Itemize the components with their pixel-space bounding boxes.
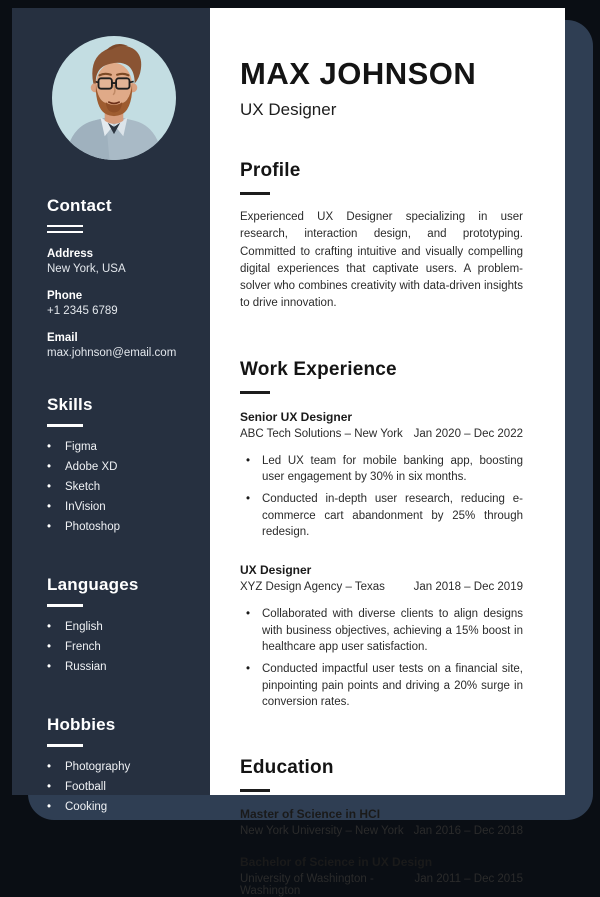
address-value: New York, USA [47,263,126,275]
language-item [47,621,192,633]
skills-title: Skills [47,395,93,414]
job-bullet [246,491,523,541]
language-label: Russian [65,661,107,673]
degree-entry [240,855,523,897]
skill-label: Adobe XD [65,461,118,473]
bullet-icon: • [47,441,52,453]
job-dates: Jan 2018 – Dec 2019 [413,580,523,593]
job-title: UX Designer [240,562,312,577]
degree-title: Master of Science in HCI [240,806,381,821]
contact-section [47,196,192,359]
degree-entry [240,807,523,837]
degree-dates: Jan 2011 – Dec 2015 [414,872,523,885]
bullet-icon: • [47,461,52,473]
job-meta-row [240,581,523,593]
skill-item [47,521,192,533]
profile-photo [52,36,176,160]
contact-title: Contact [47,196,112,215]
sidebar [12,8,210,813]
job-bullet-text: Conducted in-depth user research, reducing e-commerce cart abandonment by 25% through redesign. [262,492,523,539]
contact-address [47,248,192,275]
profile-section [240,160,523,313]
job-title: Senior UX Designer [240,409,353,424]
hobby-item [47,781,192,793]
degree-meta-row [240,873,523,897]
job-bullet [246,661,523,711]
bullet-icon: • [47,661,52,673]
contact-phone [47,290,192,317]
hobby-label: Photography [65,761,131,773]
work-experience-section [240,359,523,711]
work-experience-title: Work Experience [240,358,397,380]
hobby-label: Football [65,781,106,793]
job-bullet [246,606,523,656]
bullet-icon: • [47,521,52,533]
skill-item [47,441,192,453]
job-bullet-list [240,453,523,541]
skill-label: Sketch [65,481,101,493]
language-item [47,641,192,653]
job-bullet [246,453,523,486]
degree-meta-row [240,825,523,837]
bullet-icon: • [47,481,52,493]
profile-title-rule [240,192,270,195]
hobby-label: Cooking [65,801,108,813]
resume-card [12,8,565,897]
skills-list [47,441,192,533]
job-company: XYZ Design Agency – Texas [240,580,385,593]
bullet-icon: • [246,454,251,467]
skills-title-rule [47,424,83,427]
language-label: French [65,641,101,653]
skill-item [47,481,192,493]
degree-title: Bachelor of Science in UX Design [240,854,433,869]
bullet-icon: • [246,492,251,505]
bullet-icon: • [47,781,52,793]
phone-value: +1 2345 6789 [47,305,118,317]
bullet-icon: • [47,801,52,813]
skill-item [47,461,192,473]
bullet-icon: • [246,662,251,675]
bullet-icon: • [47,501,52,513]
bullet-icon: • [47,761,52,773]
language-label: English [65,621,103,633]
hobbies-list [47,761,192,813]
profile-title: Profile [240,160,301,181]
skills-section [47,395,192,533]
languages-list [47,621,192,673]
candidate-role: UX Designer [240,100,337,119]
bullet-icon: • [47,641,52,653]
languages-section [47,575,192,673]
skill-label: InVision [65,501,106,513]
education-section [240,757,523,897]
bullet-icon: • [246,607,251,620]
contact-title-rule [47,225,83,233]
email-value: max.johnson@email.com [47,347,177,359]
education-title-rule [240,789,270,792]
email-label: Email [47,332,78,344]
degree-dates: Jan 2016 – Dec 2018 [413,824,523,837]
job-bullet-list [240,606,523,711]
job-bullet-text: Collaborated with diverse clients to align designs with business objectives, achieving a 15% boost in healthcare app user satisfaction. [262,607,523,654]
skill-label: Photoshop [65,521,120,533]
job-entry [240,563,523,711]
job-dates: Jan 2020 – Dec 2022 [413,427,523,440]
job-bullet-text: Conducted impactful user tests on a financial site, pinpointing pain points and driving a 20% surge in conversion rates. [262,662,523,709]
job-company: ABC Tech Solutions – New York [240,427,403,440]
main-content [210,8,565,897]
hobby-item [47,801,192,813]
job-meta-row [240,428,523,440]
hobbies-section [47,715,192,813]
candidate-name: MAX JOHNSON [240,56,477,91]
profile-text: Experienced UX Designer specializing in user research, interaction design, and prototyping. Committed to crafting intuitive and visually compelling digital experiences that captivate users. A problem-solver who combines creativity with data-driven insights to drive innovation. [240,211,523,310]
job-bullet-text: Led UX team for mobile banking app, boosting user engagement by 30% in six months. [262,454,523,484]
job-entry [240,410,523,541]
degree-school: University of Washington - Washington [240,872,374,897]
hobby-item [47,761,192,773]
hobbies-title-rule [47,744,83,747]
phone-label: Phone [47,290,83,302]
work-title-rule [240,391,270,394]
contact-email [47,332,192,359]
address-label: Address [47,248,94,260]
education-title: Education [240,756,334,778]
skill-item [47,501,192,513]
hobbies-title: Hobbies [47,715,116,734]
bullet-icon: • [47,621,52,633]
language-item [47,661,192,673]
person-avatar-image [52,36,176,160]
languages-title: Languages [47,575,139,594]
skill-label: Figma [65,441,97,453]
languages-title-rule [47,604,83,607]
degree-school: New York University – New York [240,824,404,837]
